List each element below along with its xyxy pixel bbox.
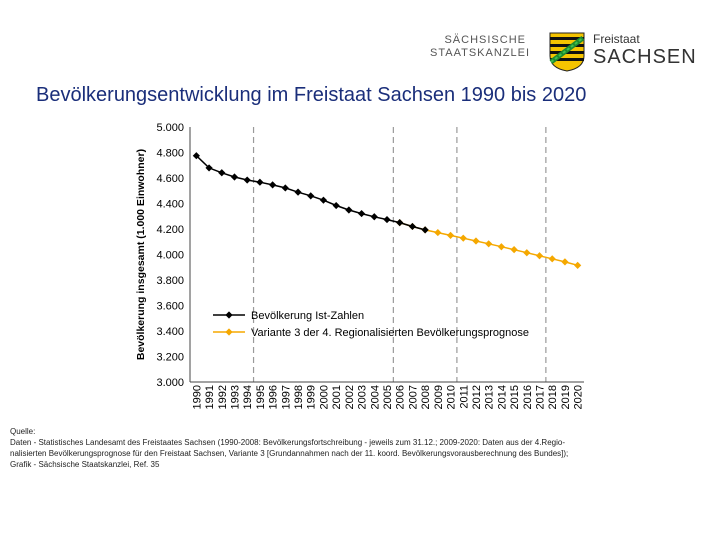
data-point [396, 219, 403, 226]
staatskanzlei-line1: SÄCHSISCHE [444, 34, 526, 46]
source-line3: nalisierten Bevölkerungsprognose für den Freistaat Sachsen, Variante 3 [Grundannahmen nach der 11. koord. Bevölkerungsvorausberechnung des Bundes]); [10, 449, 569, 458]
x-tick-label: 2001 [331, 385, 344, 410]
data-point [422, 226, 429, 233]
x-tick-label: 2005 [382, 385, 394, 410]
x-tick-label: 2017 [534, 385, 547, 410]
data-point [218, 169, 225, 176]
y-tick-label: 4.800 [156, 147, 184, 160]
source-line1: Quelle: [10, 427, 36, 436]
sachsen-label: SACHSEN [593, 46, 697, 68]
x-tick-label: 2002 [343, 385, 356, 410]
y-tick-label: 4.600 [156, 173, 184, 185]
x-tick-label: 2019 [559, 385, 572, 410]
chart-series [193, 152, 581, 269]
data-point [447, 232, 454, 239]
y-tick-label: 5.000 [156, 122, 184, 134]
data-point [333, 202, 340, 209]
data-point [510, 246, 517, 253]
data-point [549, 255, 556, 262]
data-point [523, 249, 530, 256]
x-tick-label: 2006 [394, 385, 407, 410]
x-tick-label: 2000 [318, 385, 331, 410]
x-tick-label: 2009 [432, 385, 445, 410]
freistaat-sachsen-logo [593, 32, 697, 68]
legend-marker [225, 311, 232, 318]
legend-marker [225, 328, 232, 335]
y-tick-label: 4.000 [156, 249, 184, 262]
source-line4: Grafik - Sächsische Staatskanzlei, Ref. 35 [10, 460, 160, 469]
x-tick-label: 2018 [547, 385, 560, 410]
page-title: Bevölkerungsentwicklung im Freistaat Sachsen 1990 bis 2020 [36, 84, 587, 106]
x-tick-label: 2015 [509, 385, 522, 410]
x-tick-label: 2003 [356, 385, 369, 410]
freistaat-label: Freistaat [593, 32, 640, 46]
data-point [231, 173, 238, 180]
y-tick-label: 4.200 [156, 224, 184, 236]
sachsen-coat-of-arms-icon [549, 32, 585, 72]
data-point [307, 192, 314, 199]
x-tick-label: 2008 [420, 385, 433, 410]
source-line2: Daten - Statistisches Landesamt des Freistaates Sachsen (1990-2008: Bevölkerungsfortschreibung - jeweils zum 31.12.; 2009-2020: Daten aus der 4.Regio- [10, 438, 565, 447]
data-point [320, 197, 327, 204]
data-point [383, 216, 390, 223]
staatskanzlei-line2: STAATSKANZLEI [430, 47, 531, 59]
data-point [244, 176, 251, 183]
data-point [574, 262, 581, 269]
data-point [498, 243, 505, 250]
x-tick-label: 1996 [267, 385, 280, 410]
x-tick-label: 1997 [280, 385, 293, 410]
y-tick-label: 3.800 [156, 275, 184, 287]
x-tick-label: 1998 [293, 385, 306, 410]
legend-label: Variante 3 der 4. Regionalisierten Bevölkerungsprognose [251, 327, 530, 339]
data-point [256, 179, 263, 186]
data-point [472, 237, 479, 244]
x-tick-label: 1994 [242, 385, 255, 410]
x-tick-label: 2007 [407, 385, 420, 410]
x-tick-label: 1995 [254, 385, 267, 410]
y-tick-label: 3.200 [156, 351, 184, 364]
y-axis-label: Bevölkerung insgesamt (1.000 Einwohner) [135, 148, 147, 361]
chart-legend [213, 310, 529, 339]
x-tick-label: 1993 [229, 385, 242, 410]
y-tick-label: 3.400 [156, 326, 184, 338]
x-tick-label: 1990 [191, 385, 204, 410]
staatskanzlei-logo-text [430, 34, 531, 60]
chart-gridlines [254, 127, 546, 382]
x-tick-label: 1999 [305, 385, 318, 410]
data-point [282, 184, 289, 191]
data-point [345, 206, 352, 213]
data-point [269, 181, 276, 188]
x-tick-label: 2011 [458, 385, 471, 409]
x-tick-labels [191, 385, 584, 409]
x-tick-label: 2013 [483, 385, 496, 410]
x-tick-label: 2016 [521, 385, 534, 410]
y-tick-label: 4.400 [156, 198, 184, 211]
x-tick-label: 1991 [204, 385, 217, 410]
x-tick-label: 2020 [572, 385, 585, 410]
y-tick-label: 3.000 [156, 377, 184, 389]
series-1 [396, 219, 581, 269]
x-tick-label: 2014 [496, 385, 509, 410]
chart-axes [190, 127, 584, 382]
x-tick-label: 2004 [369, 385, 382, 410]
y-tick-label: 3.600 [156, 300, 184, 313]
x-tick-label: 2012 [470, 385, 483, 410]
data-point [358, 210, 365, 217]
data-point [536, 252, 543, 259]
x-tick-label: 1992 [216, 385, 229, 410]
data-point [561, 258, 568, 265]
data-point [409, 223, 416, 230]
data-point [485, 240, 492, 247]
legend-label: Bevölkerung Ist-Zahlen [251, 310, 365, 322]
x-tick-label: 2010 [445, 385, 458, 410]
data-point [294, 189, 301, 196]
data-point [460, 235, 467, 242]
population-line-chart [0, 110, 720, 426]
source-note [10, 426, 714, 470]
y-tick-labels [156, 122, 184, 389]
data-point [434, 229, 441, 236]
data-point [371, 213, 378, 220]
